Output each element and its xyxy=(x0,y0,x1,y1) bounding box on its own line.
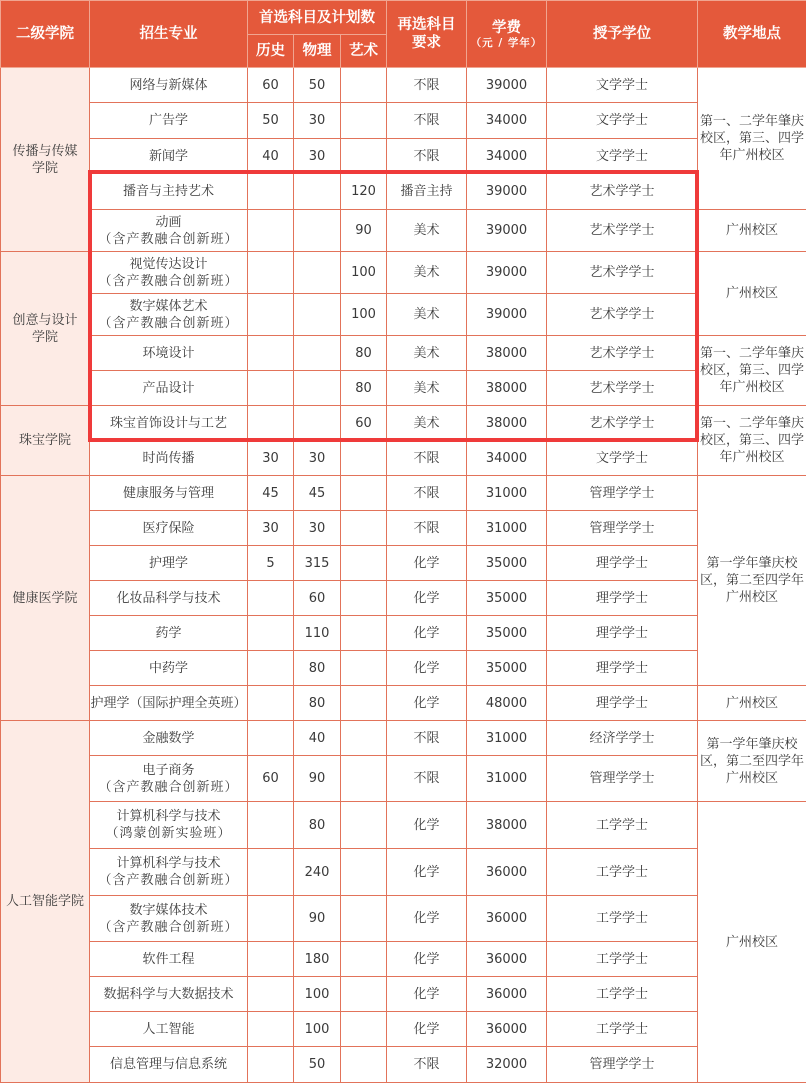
major-name: 环境设计 xyxy=(142,345,195,361)
art-count xyxy=(341,1012,387,1047)
campus-cell xyxy=(698,336,806,406)
major-cell xyxy=(90,581,248,616)
table-row xyxy=(1,294,806,336)
college-cell xyxy=(1,476,90,721)
college-cell xyxy=(1,252,90,406)
major-name: 时尚传播 xyxy=(142,450,195,466)
degree: 管理学学士 xyxy=(547,476,698,511)
major-cell xyxy=(90,406,248,441)
tuition: 31000 xyxy=(467,721,547,756)
reselect-req: 不限 xyxy=(387,139,467,174)
art-count: 90 xyxy=(341,210,387,252)
header-campus: 教学地点 xyxy=(698,1,806,68)
degree: 艺术学学士 xyxy=(547,252,698,294)
degree: 工学学士 xyxy=(547,1012,698,1047)
major-name: 数字媒体技术 xyxy=(129,902,208,918)
history-count xyxy=(248,336,294,371)
tuition: 39000 xyxy=(467,174,547,210)
header-major: 招生专业 xyxy=(90,1,248,68)
physics-count: 60 xyxy=(294,581,341,616)
history-count: 40 xyxy=(248,139,294,174)
history-count xyxy=(248,721,294,756)
major-subtitle: （含产教融合创新班） xyxy=(98,273,239,289)
tuition: 38000 xyxy=(467,802,547,849)
history-count xyxy=(248,210,294,252)
art-count xyxy=(341,139,387,174)
major-name: 网络与新媒体 xyxy=(129,77,208,93)
degree: 管理学学士 xyxy=(547,756,698,802)
major-subtitle: （鸿蒙创新实验班） xyxy=(105,826,232,841)
tuition: 31000 xyxy=(467,511,547,546)
major-name: 新闻学 xyxy=(148,148,188,164)
table-row xyxy=(1,441,806,476)
degree: 艺术学学士 xyxy=(547,294,698,336)
major-cell xyxy=(90,896,248,942)
table-row xyxy=(1,103,806,139)
history-count xyxy=(248,942,294,977)
major-name: 视觉传达设计 xyxy=(129,256,208,272)
reselect-req: 不限 xyxy=(387,1047,467,1083)
campus-cell xyxy=(698,406,806,476)
reselect-req: 不限 xyxy=(387,756,467,802)
physics-count: 45 xyxy=(294,476,341,511)
header-first-subject: 首选科目及计划数 xyxy=(248,1,387,35)
campus-text: 广州校区 xyxy=(725,695,778,711)
college-name: 创意与设计学院 xyxy=(12,312,78,345)
reselect-req: 化学 xyxy=(387,977,467,1012)
campus-cell xyxy=(698,802,806,1083)
degree: 经济学学士 xyxy=(547,721,698,756)
major-name: 动画 xyxy=(155,214,182,230)
campus-text: 第一学年肇庆校区，第二至四学年广州校区 xyxy=(699,556,804,605)
physics-count: 80 xyxy=(294,802,341,849)
major-subtitle: （含产教融合创新班） xyxy=(98,315,239,331)
art-count xyxy=(341,616,387,651)
major-cell xyxy=(90,139,248,174)
campus-cell xyxy=(698,686,806,721)
table-row xyxy=(1,174,806,210)
header-tuition-unit: （元 / 学年） xyxy=(470,36,543,49)
art-count: 60 xyxy=(341,406,387,441)
major-cell xyxy=(90,68,248,103)
table-row xyxy=(1,616,806,651)
campus-text: 第一学年肇庆校区，第二至四学年广州校区 xyxy=(699,736,804,786)
art-count xyxy=(341,1047,387,1083)
reselect-req: 不限 xyxy=(387,441,467,476)
degree: 工学学士 xyxy=(547,977,698,1012)
art-count xyxy=(341,686,387,721)
tuition: 32000 xyxy=(467,1047,547,1083)
tuition: 34000 xyxy=(467,139,547,174)
art-count xyxy=(341,581,387,616)
table-row xyxy=(1,476,806,511)
art-count xyxy=(341,849,387,896)
reselect-req: 化学 xyxy=(387,942,467,977)
art-count xyxy=(341,977,387,1012)
tuition: 48000 xyxy=(467,686,547,721)
history-count xyxy=(248,686,294,721)
degree: 文学学士 xyxy=(547,68,698,103)
campus-text: 第一、二学年肇庆校区，第三、四学年广州校区 xyxy=(699,114,804,163)
reselect-req: 美术 xyxy=(387,210,467,252)
campus-text: 第一、二学年肇庆校区，第三、四学年广州校区 xyxy=(699,346,804,395)
major-name: 健康服务与管理 xyxy=(122,485,214,501)
major-name: 人工智能 xyxy=(142,1021,195,1037)
reselect-req: 化学 xyxy=(387,896,467,942)
history-count: 50 xyxy=(248,103,294,139)
header-history: 历史 xyxy=(248,35,294,68)
degree: 理学学士 xyxy=(547,581,698,616)
physics-count: 50 xyxy=(294,68,341,103)
major-cell xyxy=(90,1047,248,1083)
degree: 理学学士 xyxy=(547,686,698,721)
degree: 管理学学士 xyxy=(547,1047,698,1083)
tuition: 36000 xyxy=(467,849,547,896)
table-row xyxy=(1,581,806,616)
major-subtitle: （含产教融合创新班） xyxy=(98,873,239,888)
major-cell xyxy=(90,476,248,511)
art-count: 80 xyxy=(341,371,387,406)
campus-cell xyxy=(698,210,806,252)
art-count xyxy=(341,756,387,802)
art-count: 120 xyxy=(341,174,387,210)
major-cell xyxy=(90,616,248,651)
table-row xyxy=(1,546,806,581)
major-cell xyxy=(90,849,248,896)
physics-count: 80 xyxy=(294,651,341,686)
campus-cell xyxy=(698,252,806,336)
table-row xyxy=(1,371,806,406)
reselect-req: 美术 xyxy=(387,371,467,406)
degree: 艺术学学士 xyxy=(547,406,698,441)
art-count: 100 xyxy=(341,294,387,336)
tuition: 39000 xyxy=(467,294,547,336)
reselect-req: 化学 xyxy=(387,1012,467,1047)
college-name: 传播与传媒学院 xyxy=(12,143,78,176)
degree: 艺术学学士 xyxy=(547,371,698,406)
table-row xyxy=(1,651,806,686)
history-count xyxy=(248,802,294,849)
physics-count xyxy=(294,210,341,252)
major-subtitle: （含产教融合创新班） xyxy=(98,919,239,935)
header-art: 艺术 xyxy=(341,35,387,68)
degree: 艺术学学士 xyxy=(547,336,698,371)
degree: 理学学士 xyxy=(547,616,698,651)
major-name: 播音与主持艺术 xyxy=(122,184,214,199)
degree: 理学学士 xyxy=(547,651,698,686)
table-row xyxy=(1,511,806,546)
history-count xyxy=(248,896,294,942)
reselect-req: 化学 xyxy=(387,802,467,849)
history-count: 5 xyxy=(248,546,294,581)
college-cell xyxy=(1,721,90,1083)
table-row xyxy=(1,977,806,1012)
major-name: 软件工程 xyxy=(142,951,195,967)
reselect-req: 化学 xyxy=(387,686,467,721)
degree: 管理学学士 xyxy=(547,511,698,546)
art-count xyxy=(341,441,387,476)
physics-count: 110 xyxy=(294,616,341,651)
history-count xyxy=(248,616,294,651)
major-name: 珠宝首饰设计与工艺 xyxy=(109,415,227,431)
degree: 理学学士 xyxy=(547,546,698,581)
table-row xyxy=(1,210,806,252)
physics-count: 30 xyxy=(294,511,341,546)
major-name: 信息管理与信息系统 xyxy=(109,1057,227,1072)
history-count xyxy=(248,977,294,1012)
major-cell xyxy=(90,103,248,139)
table-row xyxy=(1,896,806,942)
reselect-req: 化学 xyxy=(387,849,467,896)
major-name: 中药学 xyxy=(148,660,188,676)
physics-count: 30 xyxy=(294,139,341,174)
header-college: 二级学院 xyxy=(1,1,90,68)
physics-count: 30 xyxy=(294,441,341,476)
tuition: 39000 xyxy=(467,252,547,294)
physics-count: 30 xyxy=(294,103,341,139)
history-count: 60 xyxy=(248,756,294,802)
physics-count: 100 xyxy=(294,1012,341,1047)
history-count: 30 xyxy=(248,441,294,476)
degree: 文学学士 xyxy=(547,103,698,139)
physics-count xyxy=(294,406,341,441)
reselect-req: 化学 xyxy=(387,616,467,651)
major-name: 护理学 xyxy=(148,555,188,571)
header-reselect-line1: 再选科目 xyxy=(397,17,456,33)
physics-count: 90 xyxy=(294,756,341,802)
history-count xyxy=(248,174,294,210)
tuition: 35000 xyxy=(467,581,547,616)
major-name: 电子商务 xyxy=(142,762,195,778)
campus-cell xyxy=(698,721,806,802)
reselect-req: 不限 xyxy=(387,68,467,103)
art-count xyxy=(341,476,387,511)
degree: 艺术学学士 xyxy=(547,210,698,252)
physics-count: 240 xyxy=(294,849,341,896)
tuition: 34000 xyxy=(467,441,547,476)
physics-count: 40 xyxy=(294,721,341,756)
campus-text: 广州校区 xyxy=(725,286,778,301)
major-name: 计算机科学与技术 xyxy=(116,856,221,871)
campus-text: 第一、二学年肇庆校区，第三、四学年广州校区 xyxy=(699,416,804,465)
college-name: 人工智能学院 xyxy=(5,894,84,909)
header-reselect xyxy=(387,1,467,68)
major-cell xyxy=(90,686,248,721)
major-name: 计算机科学与技术 xyxy=(116,809,221,824)
header-tuition xyxy=(467,1,547,68)
major-name: 化妆品科学与技术 xyxy=(116,590,221,606)
major-cell xyxy=(90,802,248,849)
table-row xyxy=(1,139,806,174)
major-name: 医疗保险 xyxy=(142,520,195,536)
physics-count: 315 xyxy=(294,546,341,581)
reselect-req: 化学 xyxy=(387,651,467,686)
reselect-req: 化学 xyxy=(387,546,467,581)
tuition: 36000 xyxy=(467,942,547,977)
physics-count xyxy=(294,336,341,371)
tuition: 36000 xyxy=(467,977,547,1012)
history-count xyxy=(248,581,294,616)
major-name: 广告学 xyxy=(148,113,188,128)
major-cell xyxy=(90,721,248,756)
art-count xyxy=(341,651,387,686)
tuition: 38000 xyxy=(467,336,547,371)
major-cell xyxy=(90,210,248,252)
table-row xyxy=(1,756,806,802)
art-count xyxy=(341,68,387,103)
college-cell xyxy=(1,68,90,252)
physics-count: 100 xyxy=(294,977,341,1012)
art-count xyxy=(341,802,387,849)
table-row xyxy=(1,686,806,721)
header-tuition-label: 学费 xyxy=(492,19,521,36)
table-row xyxy=(1,1047,806,1083)
major-cell xyxy=(90,546,248,581)
degree: 工学学士 xyxy=(547,849,698,896)
physics-count: 180 xyxy=(294,942,341,977)
art-count: 100 xyxy=(341,252,387,294)
reselect-req: 不限 xyxy=(387,511,467,546)
header-physics: 物理 xyxy=(294,35,341,68)
major-cell xyxy=(90,252,248,294)
tuition: 31000 xyxy=(467,756,547,802)
major-cell xyxy=(90,294,248,336)
header-reselect-line2: 要求 xyxy=(412,35,441,51)
college-cell xyxy=(1,406,90,476)
history-count xyxy=(248,252,294,294)
major-name: 药学 xyxy=(155,625,182,641)
college-name: 健康医学院 xyxy=(12,590,78,606)
reselect-req: 不限 xyxy=(387,721,467,756)
campus-cell xyxy=(698,68,806,210)
table-row xyxy=(1,1012,806,1047)
degree: 文学学士 xyxy=(547,139,698,174)
table-row xyxy=(1,252,806,294)
art-count xyxy=(341,942,387,977)
physics-count xyxy=(294,252,341,294)
history-count xyxy=(248,406,294,441)
physics-count: 90 xyxy=(294,896,341,942)
major-name: 金融数学 xyxy=(142,730,195,746)
art-count xyxy=(341,721,387,756)
history-count xyxy=(248,294,294,336)
major-cell xyxy=(90,511,248,546)
campus-cell xyxy=(698,476,806,686)
history-count xyxy=(248,1012,294,1047)
tuition: 34000 xyxy=(467,103,547,139)
degree: 工学学士 xyxy=(547,802,698,849)
reselect-req: 不限 xyxy=(387,103,467,139)
major-cell xyxy=(90,371,248,406)
tuition: 38000 xyxy=(467,371,547,406)
major-cell xyxy=(90,756,248,802)
history-count: 30 xyxy=(248,511,294,546)
art-count xyxy=(341,546,387,581)
physics-count xyxy=(294,294,341,336)
physics-count xyxy=(294,174,341,210)
campus-text: 广州校区 xyxy=(725,934,778,950)
art-count xyxy=(341,511,387,546)
reselect-req: 美术 xyxy=(387,336,467,371)
tuition: 38000 xyxy=(467,406,547,441)
tuition: 31000 xyxy=(467,476,547,511)
tuition: 35000 xyxy=(467,546,547,581)
college-name: 珠宝学院 xyxy=(18,433,71,448)
reselect-req: 美术 xyxy=(387,252,467,294)
major-name: 数字媒体艺术 xyxy=(129,298,208,314)
major-cell xyxy=(90,1012,248,1047)
degree: 工学学士 xyxy=(547,942,698,977)
major-subtitle: （含产教融合创新班） xyxy=(98,231,239,247)
degree: 工学学士 xyxy=(547,896,698,942)
physics-count xyxy=(294,371,341,406)
degree: 艺术学学士 xyxy=(547,174,698,210)
history-count: 60 xyxy=(248,68,294,103)
major-subtitle: （含产教融合创新班） xyxy=(98,779,239,795)
reselect-req: 播音主持 xyxy=(387,174,467,210)
history-count xyxy=(248,1047,294,1083)
tuition: 36000 xyxy=(467,1012,547,1047)
campus-text: 广州校区 xyxy=(725,223,778,238)
tuition: 35000 xyxy=(467,651,547,686)
degree: 文学学士 xyxy=(547,441,698,476)
art-count xyxy=(341,103,387,139)
table-row xyxy=(1,942,806,977)
physics-count: 80 xyxy=(294,686,341,721)
reselect-req: 不限 xyxy=(387,476,467,511)
tuition: 35000 xyxy=(467,616,547,651)
art-count xyxy=(341,896,387,942)
major-name: 护理学（国际护理全英班） xyxy=(90,695,247,711)
physics-count: 50 xyxy=(294,1047,341,1083)
table-row xyxy=(1,336,806,371)
table-row xyxy=(1,849,806,896)
table-row xyxy=(1,406,806,441)
tuition: 36000 xyxy=(467,896,547,942)
tuition: 39000 xyxy=(467,68,547,103)
major-name: 产品设计 xyxy=(142,380,195,396)
major-cell xyxy=(90,977,248,1012)
major-cell xyxy=(90,651,248,686)
major-cell xyxy=(90,942,248,977)
art-count: 80 xyxy=(341,336,387,371)
reselect-req: 美术 xyxy=(387,294,467,336)
header-degree: 授予学位 xyxy=(547,1,698,68)
major-cell xyxy=(90,441,248,476)
history-count: 45 xyxy=(248,476,294,511)
table-row xyxy=(1,721,806,756)
major-cell xyxy=(90,174,248,210)
reselect-req: 美术 xyxy=(387,406,467,441)
table-row xyxy=(1,802,806,849)
tuition: 39000 xyxy=(467,210,547,252)
history-count xyxy=(248,371,294,406)
table-row xyxy=(1,68,806,103)
history-count xyxy=(248,849,294,896)
major-name: 数据科学与大数据技术 xyxy=(103,986,234,1002)
major-cell xyxy=(90,336,248,371)
history-count xyxy=(248,651,294,686)
reselect-req: 化学 xyxy=(387,581,467,616)
